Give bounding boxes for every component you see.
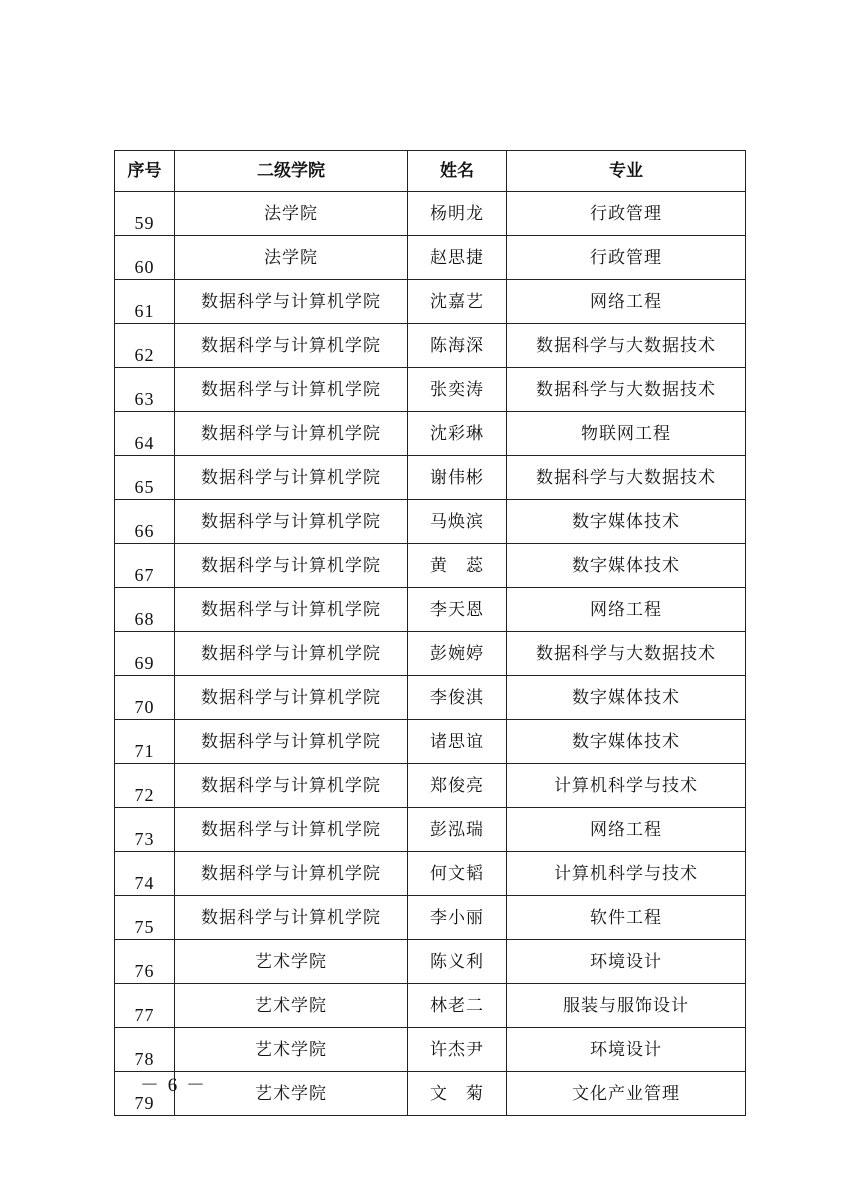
- cell-name: 彭泓瑞: [408, 808, 507, 852]
- table-row: [115, 324, 746, 368]
- cell-college: 数据科学与计算机学院: [175, 896, 408, 940]
- table-row: [115, 764, 746, 808]
- cell-college: 数据科学与计算机学院: [175, 720, 408, 764]
- table-row: [115, 588, 746, 632]
- page-number: － 6 －: [140, 1075, 208, 1096]
- cell-no: 67: [115, 544, 175, 588]
- cell-no: 71: [115, 720, 175, 764]
- cell-major: 环境设计: [507, 940, 746, 984]
- cell-name: 张奕涛: [408, 368, 507, 412]
- cell-name: 李俊淇: [408, 676, 507, 720]
- cell-college: 数据科学与计算机学院: [175, 412, 408, 456]
- header-major: 专业: [507, 151, 746, 192]
- cell-name: 沈嘉艺: [408, 280, 507, 324]
- table-row: [115, 544, 746, 588]
- cell-name: 何文韬: [408, 852, 507, 896]
- cell-no: 73: [115, 808, 175, 852]
- cell-name: 沈彩琳: [408, 412, 507, 456]
- cell-major: 计算机科学与技术: [507, 764, 746, 808]
- table-row: [115, 280, 746, 324]
- cell-college: 数据科学与计算机学院: [175, 632, 408, 676]
- cell-college: 艺术学院: [175, 984, 408, 1028]
- table-row: [115, 808, 746, 852]
- cell-college: 艺术学院: [175, 940, 408, 984]
- cell-no: 68: [115, 588, 175, 632]
- cell-no: 60: [115, 236, 175, 280]
- cell-college: 数据科学与计算机学院: [175, 764, 408, 808]
- cell-name: 陈义利: [408, 940, 507, 984]
- cell-no: 75: [115, 896, 175, 940]
- cell-college: 艺术学院: [175, 1028, 408, 1072]
- cell-college: 数据科学与计算机学院: [175, 324, 408, 368]
- cell-major: 数字媒体技术: [507, 720, 746, 764]
- cell-major: 计算机科学与技术: [507, 852, 746, 896]
- cell-name: 诸思谊: [408, 720, 507, 764]
- header-name: 姓名: [408, 151, 507, 192]
- cell-college: 艺术学院: [175, 1072, 408, 1116]
- table-row: [115, 896, 746, 940]
- cell-no: 61: [115, 280, 175, 324]
- cell-college: 数据科学与计算机学院: [175, 676, 408, 720]
- cell-college: 法学院: [175, 236, 408, 280]
- table-row: [115, 500, 746, 544]
- table-body: [115, 192, 746, 1116]
- cell-no: 70: [115, 676, 175, 720]
- table-row: [115, 236, 746, 280]
- table-row: [115, 940, 746, 984]
- table-row: [115, 852, 746, 896]
- cell-no: 62: [115, 324, 175, 368]
- table-row: [115, 456, 746, 500]
- cell-major: 数字媒体技术: [507, 676, 746, 720]
- table-header-row: [115, 151, 746, 192]
- cell-college: 数据科学与计算机学院: [175, 456, 408, 500]
- cell-no: 65: [115, 456, 175, 500]
- cell-college: 数据科学与计算机学院: [175, 500, 408, 544]
- cell-no: 79: [115, 1072, 175, 1116]
- cell-major: 服装与服饰设计: [507, 984, 746, 1028]
- cell-no: 66: [115, 500, 175, 544]
- cell-college: 数据科学与计算机学院: [175, 368, 408, 412]
- cell-major: 数字媒体技术: [507, 500, 746, 544]
- cell-major: 数字媒体技术: [507, 544, 746, 588]
- cell-major: 数据科学与大数据技术: [507, 456, 746, 500]
- cell-no: 59: [115, 192, 175, 236]
- table-row: [115, 368, 746, 412]
- cell-college: 数据科学与计算机学院: [175, 588, 408, 632]
- cell-name: 彭婉婷: [408, 632, 507, 676]
- cell-major: 软件工程: [507, 896, 746, 940]
- cell-major: 文化产业管理: [507, 1072, 746, 1116]
- cell-name: 谢伟彬: [408, 456, 507, 500]
- cell-major: 数据科学与大数据技术: [507, 632, 746, 676]
- cell-college: 数据科学与计算机学院: [175, 280, 408, 324]
- cell-no: 77: [115, 984, 175, 1028]
- cell-name: 杨明龙: [408, 192, 507, 236]
- cell-major: 环境设计: [507, 1028, 746, 1072]
- cell-major: 物联网工程: [507, 412, 746, 456]
- cell-major: 数据科学与大数据技术: [507, 368, 746, 412]
- cell-no: 64: [115, 412, 175, 456]
- cell-major: 数据科学与大数据技术: [507, 324, 746, 368]
- cell-name: 赵思捷: [408, 236, 507, 280]
- table-row: [115, 192, 746, 236]
- cell-no: 74: [115, 852, 175, 896]
- cell-no: 76: [115, 940, 175, 984]
- cell-name: 郑俊亮: [408, 764, 507, 808]
- cell-name: 李小丽: [408, 896, 507, 940]
- cell-name: 马焕滨: [408, 500, 507, 544]
- cell-name: 黄 蕊: [408, 544, 507, 588]
- cell-major: 网络工程: [507, 588, 746, 632]
- cell-major: 网络工程: [507, 280, 746, 324]
- cell-no: 72: [115, 764, 175, 808]
- table-row: [115, 412, 746, 456]
- cell-major: 网络工程: [507, 808, 746, 852]
- cell-college: 数据科学与计算机学院: [175, 544, 408, 588]
- cell-college: 数据科学与计算机学院: [175, 852, 408, 896]
- cell-major: 行政管理: [507, 192, 746, 236]
- cell-no: 69: [115, 632, 175, 676]
- table-row: [115, 720, 746, 764]
- table-row: [115, 632, 746, 676]
- table-row: [115, 676, 746, 720]
- cell-name: 林老二: [408, 984, 507, 1028]
- table-row: [115, 1072, 746, 1116]
- cell-name: 李天恩: [408, 588, 507, 632]
- cell-name: 许杰尹: [408, 1028, 507, 1072]
- header-college: 二级学院: [175, 151, 408, 192]
- cell-no: 63: [115, 368, 175, 412]
- cell-college: 数据科学与计算机学院: [175, 808, 408, 852]
- cell-no: 78: [115, 1028, 175, 1072]
- cell-name: 文 菊: [408, 1072, 507, 1116]
- cell-college: 法学院: [175, 192, 408, 236]
- cell-name: 陈海深: [408, 324, 507, 368]
- table-row: [115, 984, 746, 1028]
- table-row: [115, 1028, 746, 1072]
- cell-major: 行政管理: [507, 236, 746, 280]
- header-no: 序号: [115, 151, 175, 192]
- roster-table: [114, 150, 746, 1116]
